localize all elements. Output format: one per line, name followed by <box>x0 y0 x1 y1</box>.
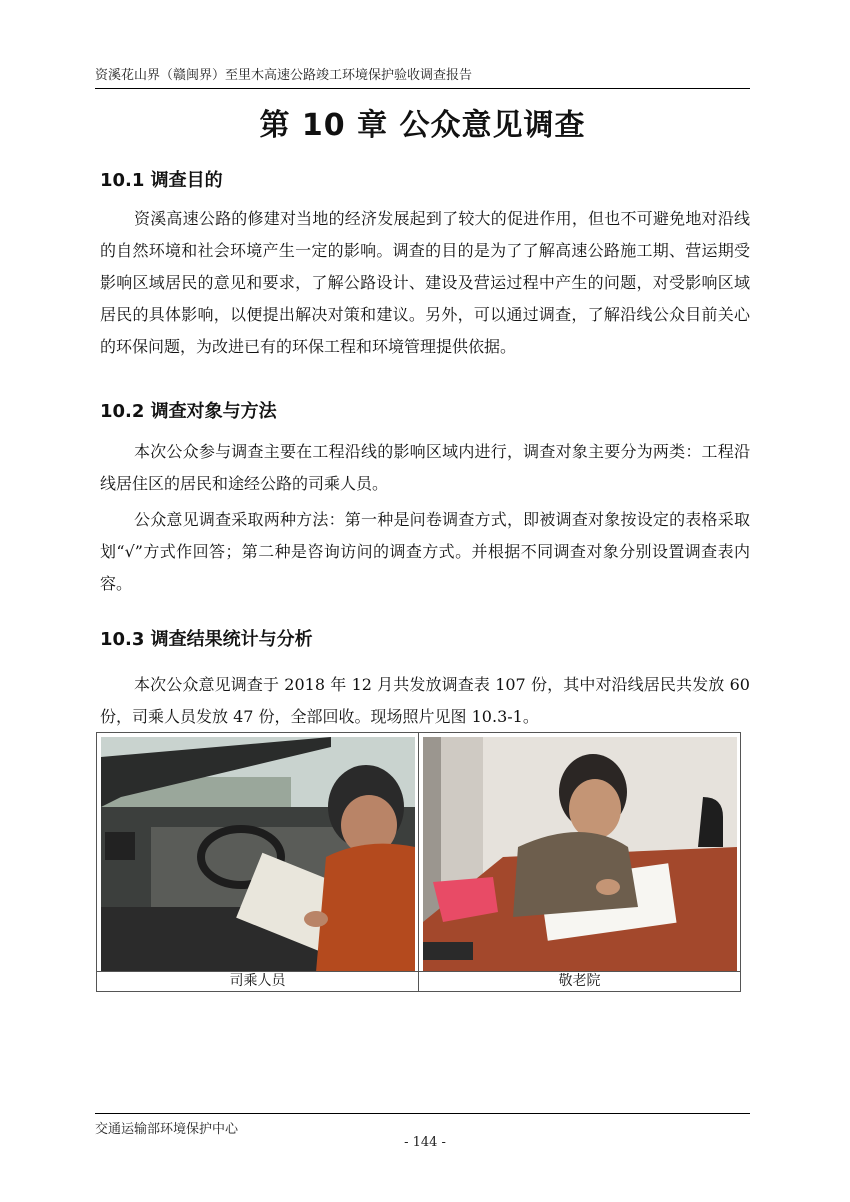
section-heading-10-1: 10.1 调查目的 <box>100 170 223 191</box>
paragraph-results: 本次公众意见调查于 2018 年 12 月共发放调查表 107 份，其中对沿线居民共发放 60 份，司乘人员发放 47 份，全部回收。现场照片见图 10.3-1。 <box>100 675 750 726</box>
paragraph-purpose: 资溪高速公路的修建对当地的经济发展起到了较大的促进作用，但也不可避免地对沿线的自然环境和社会环境产生一定的影响。调查的目的是为了了解高速公路施工期、营运期受影响区域居民的意见和要求，了解公路设计、建设及营运过程中产生的问题，对受影响区域居民的具体影响，以便提出解决对策和建议。另外，可以通过调查，了解沿线公众目前关心的环保问题，为改进已有的环保工程和环境管理提供依据。 <box>100 209 750 356</box>
photo-cell-nursing-home <box>418 733 740 991</box>
paragraph-subjects: 本次公众参与调查主要在工程沿线的影响区域内进行，调查对象主要分为两类：工程沿线居住区的居民和途经公路的司乘人员。 <box>100 442 750 493</box>
chapter-title: 第 10 章 公众意见调查 <box>259 108 586 143</box>
photo-table <box>96 732 741 992</box>
photo-driver-survey <box>101 737 415 971</box>
running-footer: 交通运输部环境保护中心 <box>95 1113 750 1137</box>
running-header: 资溪花山界（赣闽界）至里木高速公路竣工环境保护验收调查报告 <box>95 68 750 89</box>
photo-cell-driver <box>97 733 418 991</box>
section-heading-10-3: 10.3 调查结果统计与分析 <box>100 629 313 650</box>
caption-driver: 司乘人员 <box>97 971 418 991</box>
page-number: - 144 - <box>404 1135 446 1150</box>
paragraph-methods: 公众意见调查采取两种方法：第一种是问卷调查方式，即被调查对象按设定的表格采取划“√”方式作回答；第二种是咨询访问的调查方式。并根据不同调查对象分别设置调查表内容。 <box>100 510 750 593</box>
section-heading-10-2: 10.2 调查对象与方法 <box>100 401 277 422</box>
caption-nursing-home: 敬老院 <box>419 971 740 991</box>
photo-nursing-home-survey <box>423 737 737 971</box>
